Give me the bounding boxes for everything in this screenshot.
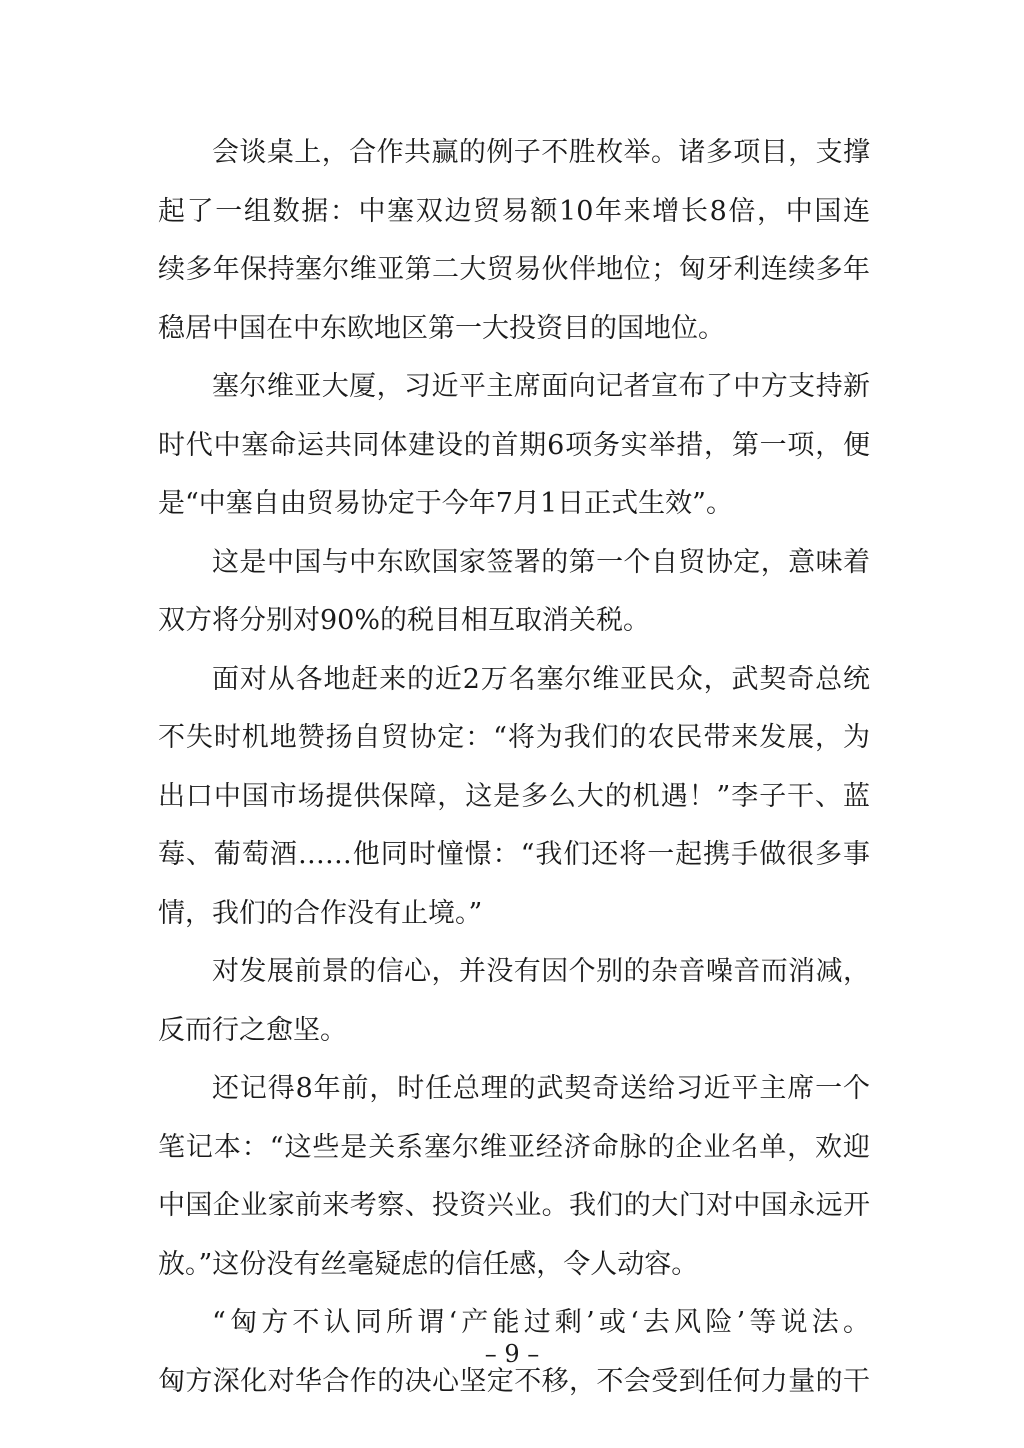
text-line: 放。”这份没有丝毫疑虑的信任感，令人动容。 [158, 1248, 699, 1280]
text-line: 莓、葡萄酒……他同时憧憬：“我们还将一起携手做很多事 [158, 839, 870, 870]
text-line: 匈方深化对华合作的决心坚定不移，不会受到任何力量的干 [158, 1365, 870, 1397]
text-line: 会谈桌上，合作共赢的例子不胜枚举。诸多项目，支撑 [212, 137, 870, 168]
text-line: 稳居中国在中东欧地区第一大投资目的国地位。 [158, 312, 725, 344]
text-line: 双方将分别对90%的税目相互取消关税。 [158, 605, 651, 636]
page-number: – 9 – [484, 1340, 540, 1368]
text-line: 中国企业家前来考察、投资兴业。我们的大门对中国永远开 [158, 1190, 870, 1221]
text-line: 情，我们的合作没有止境。” [158, 897, 483, 929]
text-line: 时代中塞命运共同体建设的首期6项务实举措，第一项，便 [158, 429, 870, 461]
text-line: 续多年保持塞尔维亚第二大贸易伙伴地位；匈牙利连续多年 [158, 254, 870, 285]
text-line: 笔记本：“这些是关系塞尔维亚经济命脉的企业名单，欢迎 [158, 1131, 870, 1163]
text-line: 还记得8年前，时任总理的武契奇送给习近平主席一个 [212, 1073, 870, 1104]
text-line: 塞尔维亚大厦，习近平主席面向记者宣布了中方支持新 [212, 371, 870, 402]
text-line: 不失时机地赞扬自贸协定：“将为我们的农民带来发展，为 [158, 722, 870, 753]
text-line: 面对从各地赶来的近2万名塞尔维亚民众，武契奇总统 [212, 663, 870, 695]
body-text [158, 124, 870, 1411]
text-line: 起了一组数据：中塞双边贸易额10年来增长8倍，中国连 [158, 195, 870, 227]
text-line: 这是中国与中东欧国家签署的第一个自贸协定，意味着 [212, 546, 870, 578]
text-line: 对发展前景的信心，并没有因个别的杂音噪音而消减， [212, 956, 870, 987]
text-line: 出口中国市场提供保障，这是多么大的机遇！”李子干、蓝 [158, 780, 870, 812]
text-line: 是“中塞自由贸易协定于今年7月1日正式生效”。 [158, 488, 733, 519]
text-line: “匈方不认同所谓‘产能过剩’或‘去风险’等说法。 [212, 1307, 870, 1338]
text-line: 反而行之愈坚。 [158, 1014, 347, 1046]
